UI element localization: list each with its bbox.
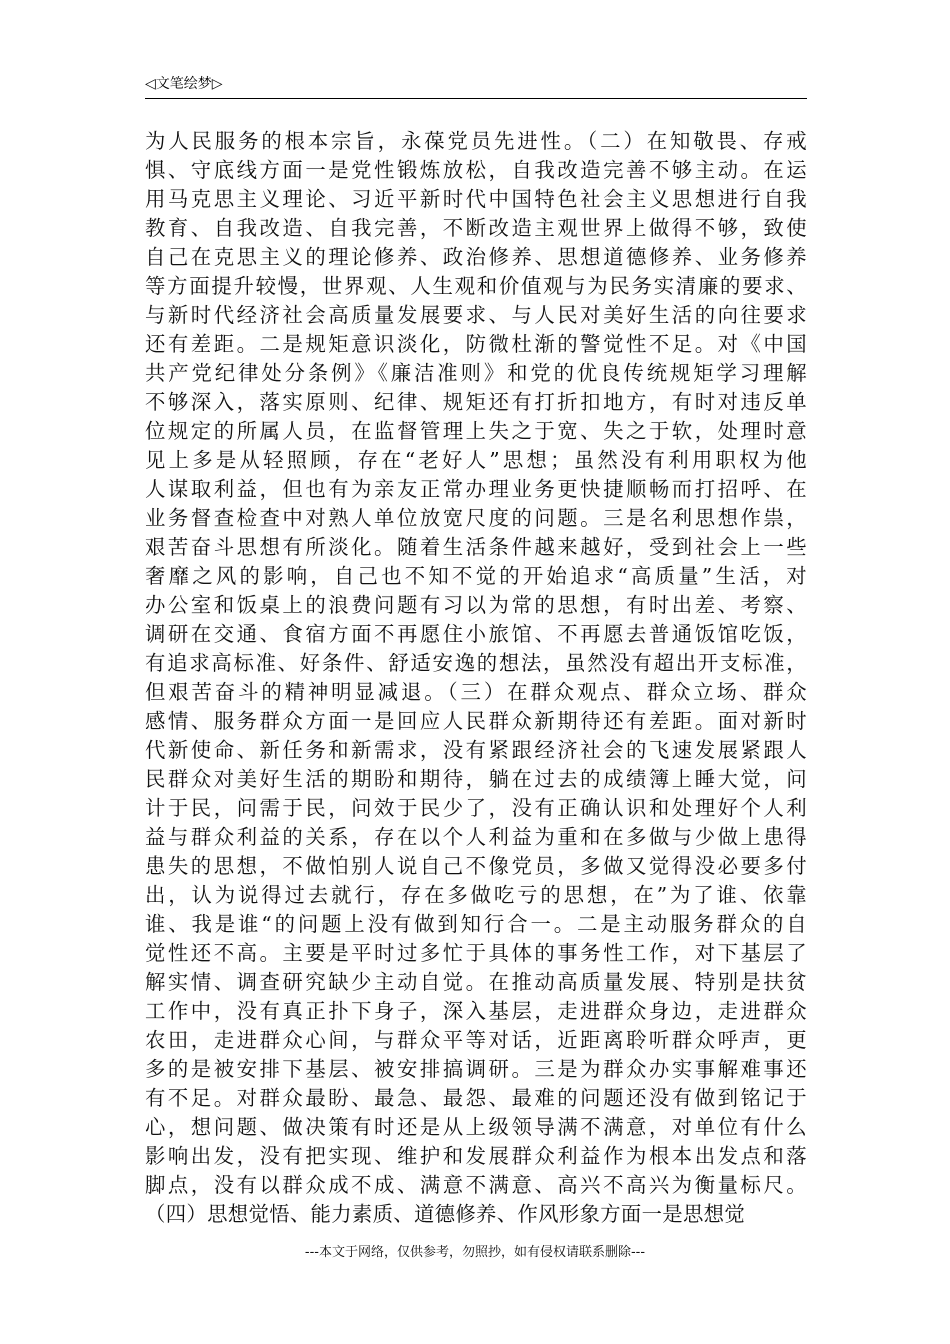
document-body [145, 127, 807, 1229]
text-line: 农田，走进群众心间，与群众平等对话，近距离聆听群众呼声，更 [145, 1028, 807, 1052]
text-line: 见上多是从轻照顾，存在“老好人”思想；虽然没有利用职权为他 [145, 448, 807, 472]
text-line: 心，想问题、做决策有时还是从上级领导满不满意，对单位有什么 [145, 1115, 807, 1139]
text-line: 共产党纪律处分条例》《廉洁准则》和党的优良传统规矩学习理解 [145, 361, 807, 385]
text-line: 出，认为说得过去就行，存在多做吃亏的思想，在”为了谁、依靠 [145, 883, 807, 907]
text-line: 解实情、调查研究缺少主动自觉。在推动高质量发展、特别是扶贫 [145, 970, 807, 994]
text-line: 益与群众利益的关系，存在以个人利益为重和在多做与少做上患得 [145, 825, 807, 849]
text-line: 代新使命、新任务和新需求，没有紧跟经济社会的飞速发展紧跟人 [145, 738, 807, 762]
text-line: 工作中，没有真正扑下身子，深入基层，走进群众身边，走进群众 [145, 999, 807, 1023]
header-title: ◁文笔绘梦▷ [145, 76, 223, 92]
text-line: 多的是被安排下基层、被安排搞调研。三是为群众办实事解难事还 [145, 1057, 807, 1081]
text-line: 用马克思主义理论、习近平新时代中国特色社会主义思想进行自我 [145, 187, 807, 211]
text-line: 但艰苦奋斗的精神明显减退。（三）在群众观点、群众立场、群众 [145, 680, 807, 704]
text-line: 与新时代经济社会高质量发展要求、与人民对美好生活的向往要求 [145, 303, 807, 327]
footer-disclaimer: ---本文于网络，仅供参考，勿照抄，如有侵权请联系删除--- [304, 1245, 646, 1260]
text-line: 不够深入，落实原则、纪律、规矩还有打折扣地方，有时对违反单 [145, 390, 807, 414]
text-line: 觉性还不高。主要是平时过多忙于具体的事务性工作，对下基层了 [145, 941, 807, 965]
text-line: （四）思想觉悟、能力素质、道德修养、作风形象方面一是思想觉 [145, 1202, 746, 1226]
text-line: 民群众对美好生活的期盼和期待，躺在过去的成绩簿上睡大觉，问 [145, 767, 807, 791]
text-line: 计于民，问需于民，问效于民少了，没有正确认识和处理好个人利 [145, 796, 807, 820]
text-line: 艰苦奋斗思想有所淡化。随着生活条件越来越好，受到社会上一些 [145, 535, 807, 559]
text-line: 惧、守底线方面一是党性锻炼放松，自我改造完善不够主动。在运 [145, 158, 807, 182]
text-line: 位规定的所属人员，在监督管理上失之于宽、失之于软，处理时意 [145, 419, 807, 443]
text-line: 脚点，没有以群众成不成、满意不满意、高兴不高兴为衡量标尺。 [145, 1173, 807, 1197]
text-line: 有不足。对群众最盼、最急、最怨、最难的问题还没有做到铭记于 [145, 1086, 807, 1110]
text-line: 有追求高标准、好条件、舒适安逸的想法，虽然没有超出开支标准， [145, 651, 807, 675]
text-line: 自己在克思主义的理论修养、政治修养、思想道德修养、业务修养 [145, 245, 807, 269]
text-line: 调研在交通、食宿方面不再愿住小旅馆、不再愿去普通饭馆吃饭， [145, 622, 807, 646]
text-line: 办公室和饭桌上的浪费问题有习以为常的思想，有时出差、考察、 [145, 593, 807, 617]
text-line: 人谋取利益，但也有为亲友正常办理业务更快捷顺畅而打招呼、在 [145, 477, 807, 501]
text-line: 业务督查检查中对熟人单位放宽尺度的问题。三是名利思想作祟， [145, 506, 807, 530]
text-line: 谁、我是谁“的问题上没有做到知行合一。二是主动服务群众的自 [145, 912, 807, 936]
text-line: 奢靡之风的影响，自己也不知不觉的开始追求“高质量”生活，对 [145, 564, 807, 588]
text-line: 为人民服务的根本宗旨，永葆党员先进性。（二）在知敬畏、存戒 [145, 129, 807, 153]
text-line: 等方面提升较慢，世界观、人生观和价值观与为民务实清廉的要求、 [145, 274, 807, 298]
text-line: 影响出发，没有把实现、维护和发展群众利益作为根本出发点和落 [145, 1144, 807, 1168]
text-line: 感情、服务群众方面一是回应人民群众新期待还有差距。面对新时 [145, 709, 807, 733]
text-line: 还有差距。二是规矩意识淡化，防微杜渐的警觉性不足。对《中国 [145, 332, 807, 356]
page-header [145, 74, 807, 99]
text-line: 患失的思想，不做怕别人说自己不像党员，多做又觉得没必要多付 [145, 854, 807, 878]
text-line: 教育、自我改造、自我完善，不断改造主观世界上做得不够，致使 [145, 216, 807, 240]
